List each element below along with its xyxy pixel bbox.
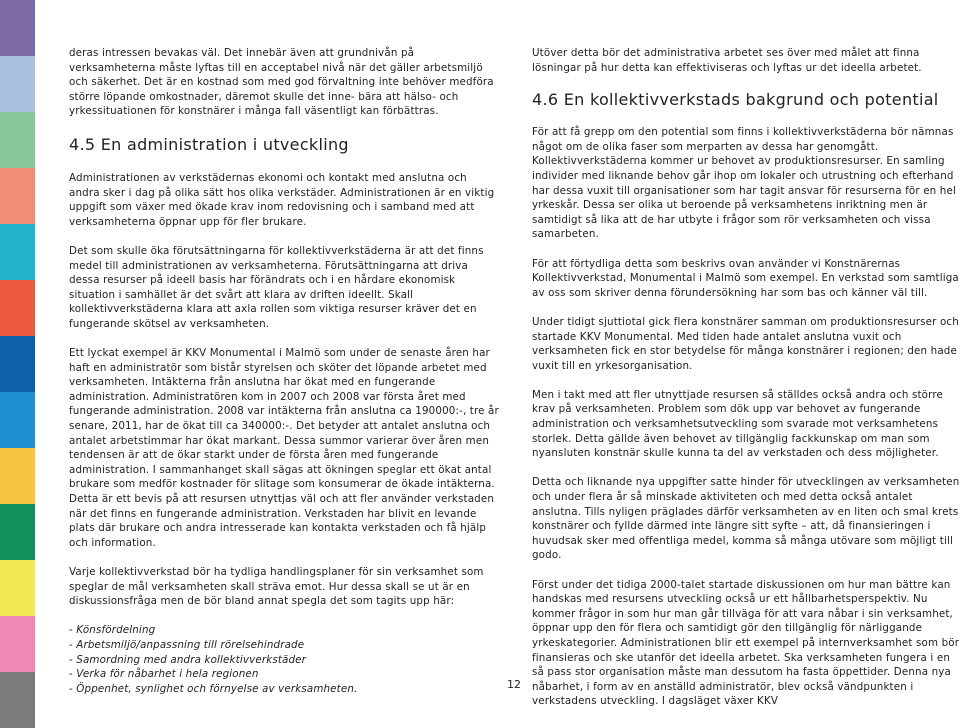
right-paragraph-3: Under tidigt sjuttiotal gick flera konstnärer samman om produktionsresurser och startade KKV Monumental. Med tiden hade antalet anslutna vuxit och verksamheten fick en stor betydelse för många konstnärer i regionen; den hade vuxit till en yrkesorganisation.	[532, 315, 959, 372]
color-stripe	[0, 280, 35, 336]
color-stripe	[0, 560, 35, 616]
right-paragraph-4: Men i takt med att fler utnyttjade resursen så ställdes också andra och större krav på verksamheten. Problem som dök upp var behovet av fungerande administration och verksamhetsutveckling som svarade mot verksamhetens storlek. Detta gällde även behovet av tillgänglig fackkunskap om man som nyansluten konstnär skulle kunna ta del av verkstaden och dess möjligheter.	[532, 388, 943, 460]
right-paragraph-1: För att få grepp om den potential som finns i kollektivverkstäderna bör nämnas något om de olika faser som merparten av dessa har genomgått. Kollektivverkstäderna kommer ur behovet av produktionsresurser. En samling individer med liknande behov går ihop om lokaler och utrustning och efterhand har dessa vuxit till organisationer som har tagit ansvar för resurserna för en hel yrkeskår. Dessa ser olika ut beroende på verksamhetens inriktning men är samtidigt så lika att de har utbyte i frågor som rör verksamheten och vissa samarbeten.	[532, 126, 956, 241]
color-stripe	[0, 224, 35, 280]
list-item: - Könsfördelning	[69, 624, 156, 637]
list-item: - Verka för nåbarhet i hela regionen	[69, 668, 259, 681]
list-item: - Samordning med andra kollektivverkstäder	[69, 653, 307, 666]
page-number: 12	[507, 678, 521, 691]
right-column	[532, 46, 960, 709]
right-paragraph-5: Detta och liknande nya uppgifter satte hinder för utvecklingen av verksamheten och under flera år så minskade aktiviteten och med detta också antalet anslutna. Tills nyligen präglades därför verksamheten av en liten och smal krets konstnärer och fyllde därmed inte längre sitt syfte – att, då finansieringen i huvudsak sker med offentliga medel, komma så många utövare som möjligt till godo.	[532, 476, 960, 562]
color-stripe	[0, 616, 35, 672]
color-stripe	[0, 0, 35, 56]
left-paragraph-4: Varje kollektivverkstad bör ha tydliga handlingsplaner för sin verksamhet som speglar de mål verksamheten skall sträva emot. Hur dessa skall se ut är en diskussionsfråga men de bör bland annat spegla det som tagits upp här:	[69, 566, 484, 608]
color-stripe	[0, 392, 35, 448]
right-intro-paragraph: Utöver detta bör det administrativa arbetet ses över med målet att finna lösningar på hur detta kan effektiviseras och lyftas ur det ideella arbetet.	[532, 47, 922, 74]
color-stripe-bar	[0, 0, 35, 728]
right-paragraph-2: För att förtydliga detta som beskrivs ovan använder vi Konstnärernas Kollektivverkstad, Monumental i Malmö som exempel. En verkstad som samtliga av oss som skriver denna förundersökning har som bas och känner väl till.	[532, 257, 959, 299]
left-intro-paragraph: deras intressen bevakas väl. Det innebär även att grundnivån på verksamheterna måste lyftas till en acceptabel nivå när det gäller arbetsmiljö och säkerhet. Det är en kostnad som med god förvaltning inte behöver medföra större löpande omkostnader, däremot skulle det inne- bära att hälso- och yrkessituationen för konstnärer i många fall väsentligt kan förbättras.	[69, 47, 494, 118]
color-stripe	[0, 168, 35, 224]
color-stripe	[0, 112, 35, 168]
section-heading-4-6: 4.6 En kollektivverkstads bakgrund och potential	[532, 90, 939, 110]
color-stripe	[0, 448, 35, 504]
left-paragraph-3: Ett lyckat exempel är KKV Monumental i Malmö som under de senaste åren har haft en administratör som bistår styrelsen och sköter det löpande arbetet med verksamheten. Intäkterna från anslutna har ökat med en fungerande administration. Administratören kom in 2007 och 2008 var första året med fungerande administration. 2008 var intäkterna från anslutna ca 190000:-, tre år senare, 2011, har de ökat till ca 340000:-. Det betyder att antalet anslutna och antalet arbetstimmar har ökat markant. Dessa summor varierar över åren men tendensen är att de ökar starkt under de första åren med fungerande administration. I sammanhanget skall sägas att ökningen speglar ett ökat antal brukare som medför kostnader för slitage som konsumerar de ökade intäkterna. Detta är ett bevis på att resursen utnyttjas väl och att fler använder verkstaden när det finns en fungerande administration. Verkstaden har blivit en levande plats där brukare och andra intresserade kan kontakta verkstaden och få hjälp och information.	[69, 347, 499, 549]
color-stripe	[0, 56, 35, 112]
section-heading-4-5: 4.5 En administration i utveckling	[69, 134, 349, 154]
list-item: - Öppenhet, synlighet och förnyelse av verksamheten.	[69, 682, 358, 695]
color-stripe	[0, 504, 35, 560]
left-paragraph-2: Det som skulle öka förutsättningarna för kollektivverkstäderna är att det finns medel till administrationen av verksamheterna. Förutsättningarna att driva dessa resurser på ideell basis har förändrats och i en hårdare ekonomisk situation i samhället är det svårt att klara av driften ideellt. Skall kollektivverkstäderna klara att axla rollen som viktiga resurser kräver det en fungerande skötsel av verksamheten.	[69, 244, 484, 330]
right-paragraph-6: Först under det tidiga 2000-talet startade diskussionen om hur man bättre kan handskas med resursens utveckling också ur ett hållbarhetsperspektiv. Nu kommer frågor in som hur man går tillväga för att vara nåbar i sin verksamhet, öppnar upp den för flera och samtidigt gör den tillgänglig för närliggande yrkeskategorier. Administrationen blir ett exempel på internverksamhet som bör finansieras och ske utanför det ideella arbetet. Ska verksamheten fungera i en så pass stor organisation måste man dessutom ha fasta öppettider. Denna nya nåbarhet, i form av en anställd administratör, blev också vändpunkten i verkstadens utveckling. I dagsläget växer KKV	[532, 578, 960, 708]
color-stripe	[0, 336, 35, 392]
list-item: - Arbetsmiljö/anpassning till rörelsehindrade	[69, 638, 305, 651]
left-paragraph-1: Administrationen av verkstädernas ekonomi och kontakt med anslutna och andra sker i dag på olika sätt hos olika verkstäder. Administrationen är en viktig uppgift som växer med ökade krav inom redovisning och i samband med att verksamheterna öppnar upp för fler brukare.	[69, 171, 495, 228]
left-column	[69, 46, 499, 696]
